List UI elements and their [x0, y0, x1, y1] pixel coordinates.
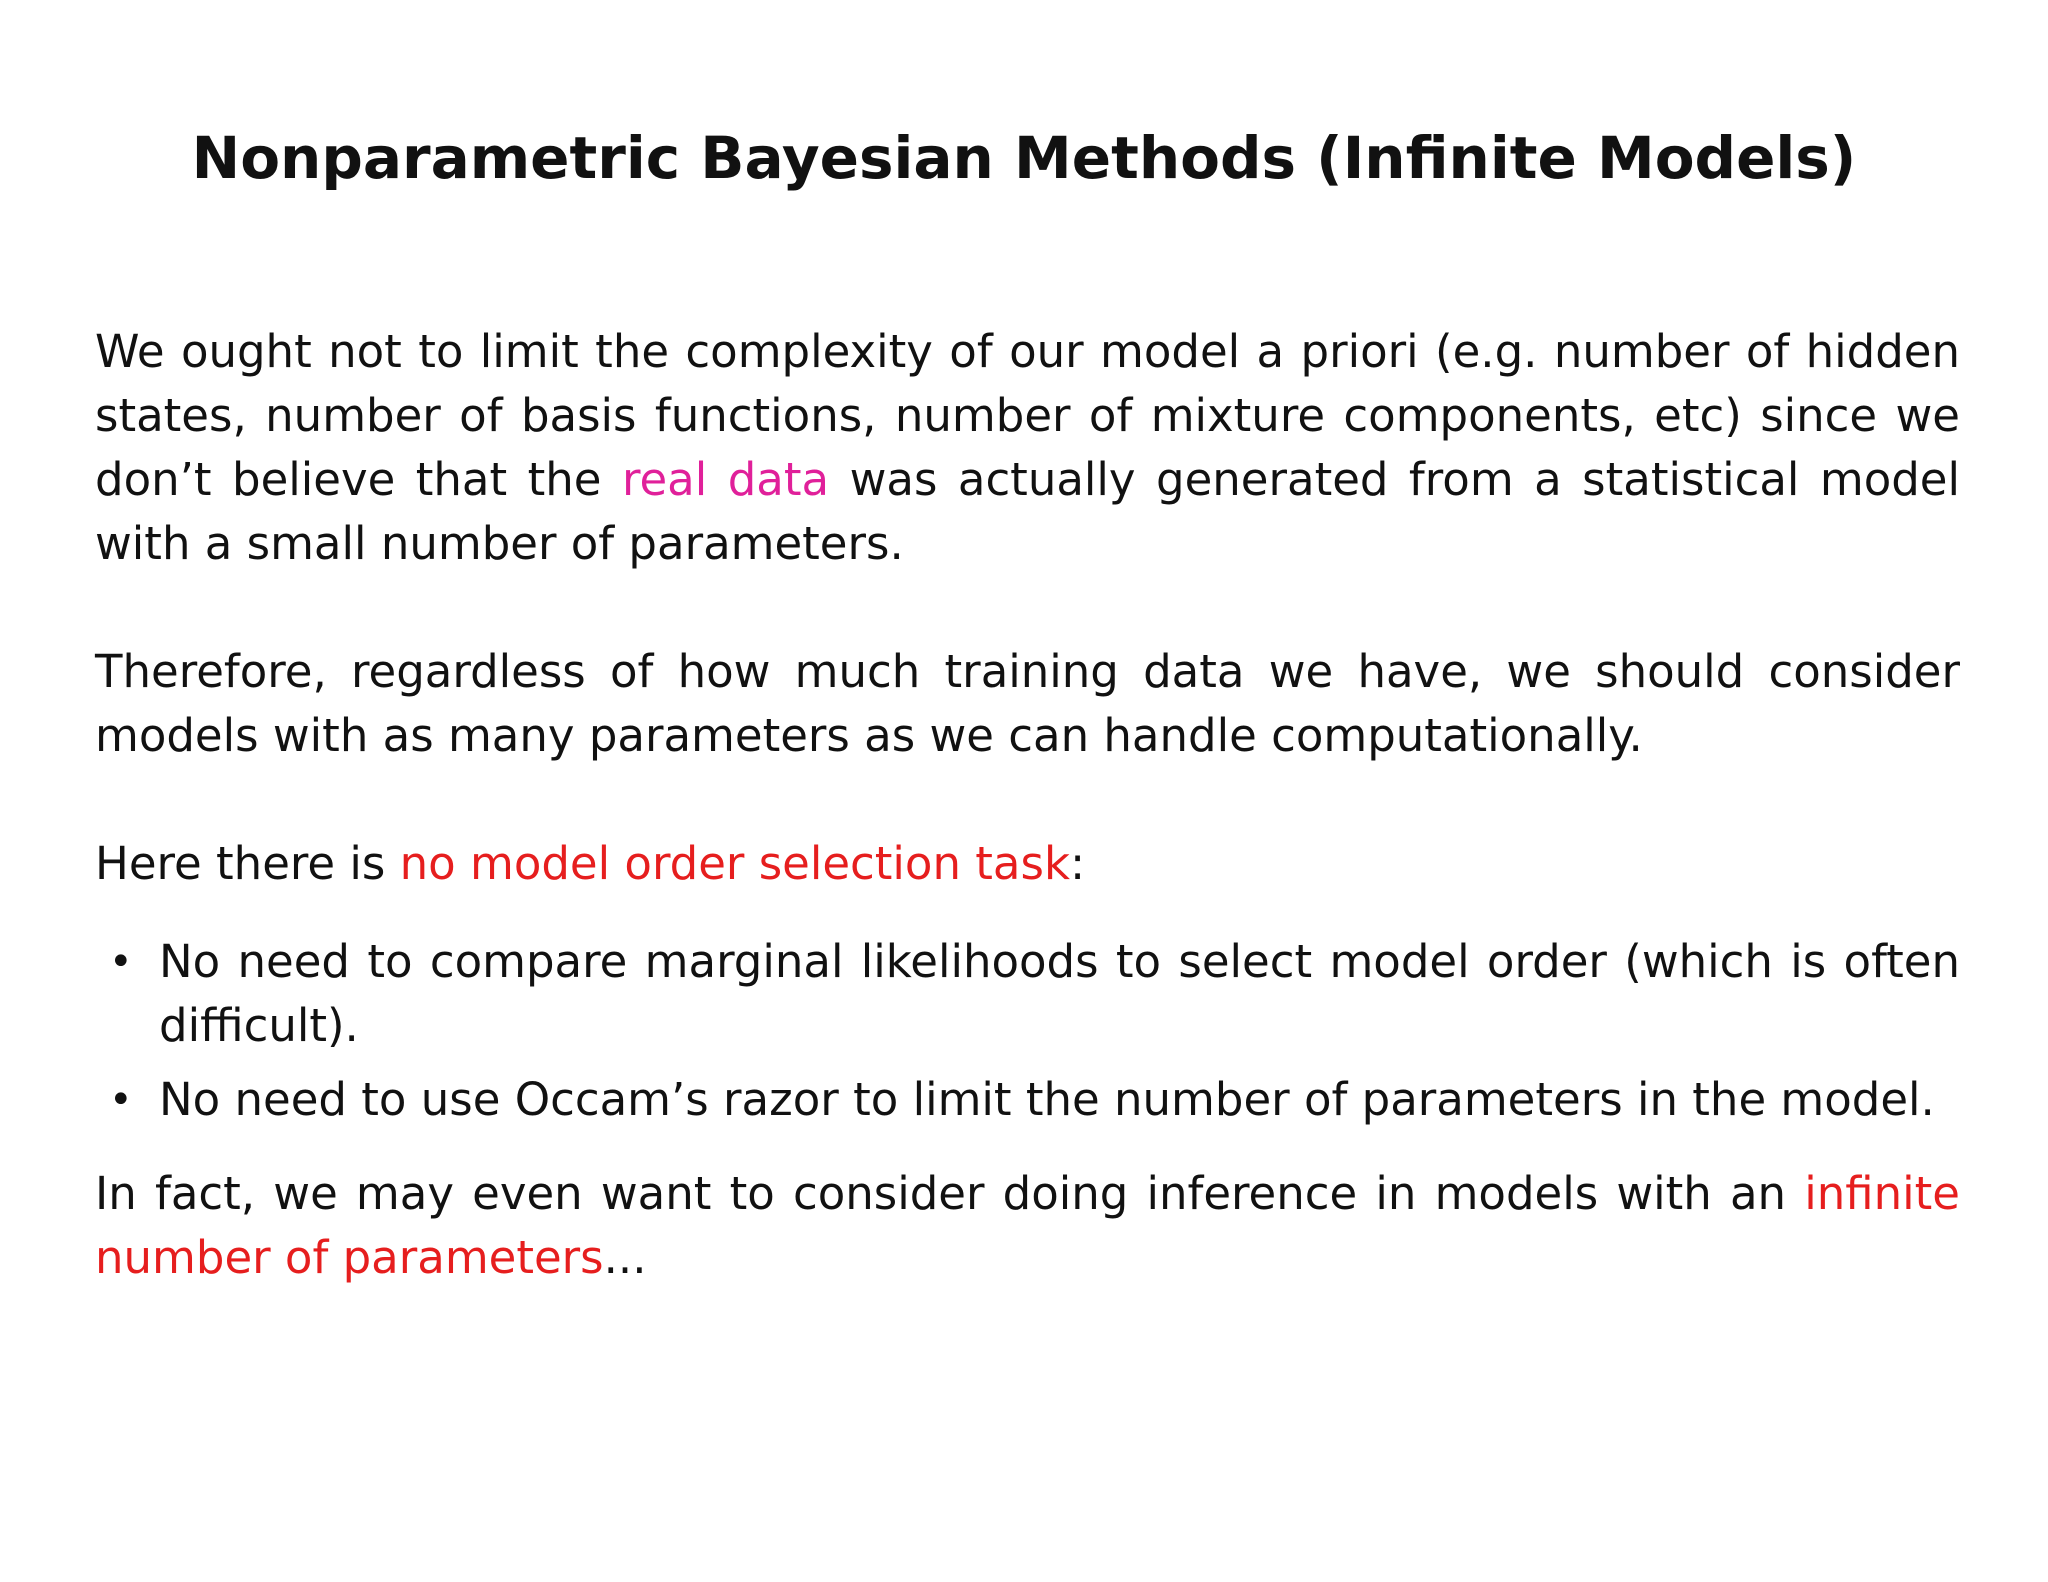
bullet-icon: •: [109, 1077, 133, 1123]
bullet-list: [95, 930, 1960, 1132]
paragraph-here-text-2: :: [1070, 837, 1086, 890]
paragraph-complexity-text-2: was actually generated from a statistical model with a small number of parameters.: [95, 453, 1961, 570]
highlight-no-model-order: no model order selection task: [399, 837, 1071, 890]
highlight-real-data: real data: [621, 453, 830, 506]
list-item: [95, 1068, 1960, 1132]
bullet-icon: •: [109, 939, 133, 985]
paragraph-in-fact-text-1: In fact, we may even want to consider doing inference in models with an: [95, 1167, 1805, 1220]
bullet-text: No need to compare marginal likelihoods to select model order (which is often difficult).: [159, 935, 1960, 1052]
paragraph-here-text-1: Here there is: [95, 837, 400, 890]
paragraph-in-fact: [95, 1162, 1960, 1290]
slide-title: Nonparametric Bayesian Methods (Infinite Models): [191, 124, 1857, 192]
paragraph-complexity-text-1: We ought not to limit the complexity of our model a priori (e.g. number of hidden states, number of basis functions, number of mixture components, etc) since we don’t believe that the: [95, 325, 1960, 506]
paragraph-in-fact-text-2: ...: [603, 1231, 647, 1284]
paragraph-here: [95, 832, 1960, 896]
paragraph-therefore: Therefore, regardless of how much training data we have, we should consider models with as many parameters as we can handle computationally.: [95, 645, 1960, 762]
highlight-infinite-parameters: infinite number of parameters: [95, 1167, 1960, 1284]
paragraph-complexity: [95, 320, 1960, 576]
bullet-text: No need to use Occam’s razor to limit the number of parameters in the model.: [159, 1073, 1935, 1126]
slide-content: [95, 320, 1960, 1354]
list-item: [95, 930, 1960, 1058]
